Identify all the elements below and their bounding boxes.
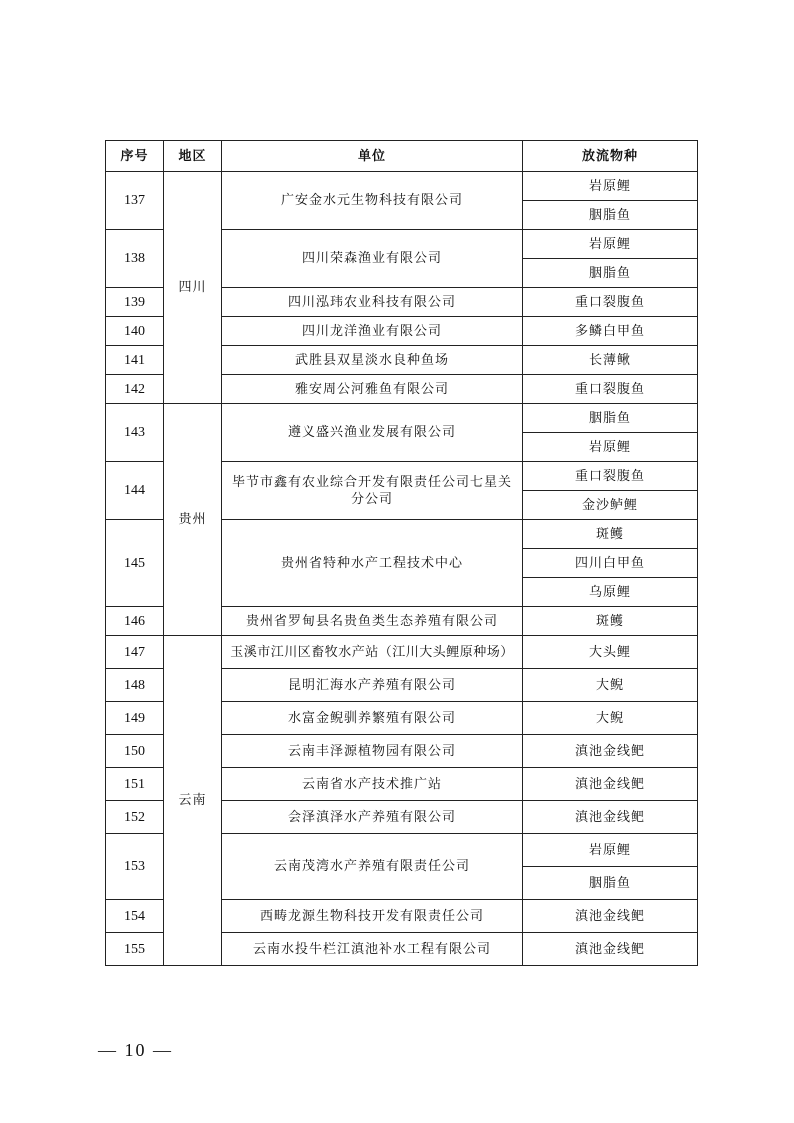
table-row	[106, 636, 698, 669]
unit-cell: 昆明汇海水产养殖有限公司	[222, 669, 523, 702]
col-header-region: 地区	[164, 141, 222, 172]
col-header-species: 放流物种	[523, 141, 698, 172]
unit-cell: 毕节市鑫有农业综合开发有限责任公司七星关分公司	[222, 462, 523, 520]
row-number: 154	[106, 900, 164, 933]
region-cell: 贵州	[164, 404, 222, 636]
row-number: 138	[106, 230, 164, 288]
row-number: 153	[106, 834, 164, 900]
species-cell: 大鲵	[523, 702, 698, 735]
species-cell: 多鳞白甲鱼	[523, 317, 698, 346]
species-cell: 斑鳠	[523, 607, 698, 636]
species-cell: 胭脂鱼	[523, 867, 698, 900]
row-number: 143	[106, 404, 164, 462]
unit-cell: 西畴龙源生物科技开发有限责任公司	[222, 900, 523, 933]
row-number: 147	[106, 636, 164, 669]
unit-cell: 雅安周公河雅鱼有限公司	[222, 375, 523, 404]
species-cell: 大头鲤	[523, 636, 698, 669]
species-cell: 大鲵	[523, 669, 698, 702]
species-cell: 胭脂鱼	[523, 259, 698, 288]
table-row	[106, 172, 698, 201]
unit-cell: 云南茂湾水产养殖有限责任公司	[222, 834, 523, 900]
col-header-no: 序号	[106, 141, 164, 172]
species-cell: 金沙鲈鲤	[523, 491, 698, 520]
unit-cell: 云南丰泽源植物园有限公司	[222, 735, 523, 768]
row-number: 155	[106, 933, 164, 966]
row-number: 150	[106, 735, 164, 768]
unit-cell: 贵州省罗甸县名贵鱼类生态养殖有限公司	[222, 607, 523, 636]
unit-cell: 四川龙洋渔业有限公司	[222, 317, 523, 346]
unit-cell: 武胜县双星淡水良种鱼场	[222, 346, 523, 375]
species-cell: 岩原鲤	[523, 172, 698, 201]
unit-cell: 云南省水产技术推广站	[222, 768, 523, 801]
row-number: 152	[106, 801, 164, 834]
species-cell: 滇池金线鲃	[523, 801, 698, 834]
unit-cell: 广安金水元生物科技有限公司	[222, 172, 523, 230]
species-cell: 滇池金线鲃	[523, 900, 698, 933]
unit-cell: 四川荣森渔业有限公司	[222, 230, 523, 288]
row-number: 137	[106, 172, 164, 230]
species-cell: 岩原鲤	[523, 230, 698, 259]
species-cell: 胭脂鱼	[523, 201, 698, 230]
unit-cell: 玉溪市江川区畜牧水产站（江川大头鲤原种场）	[222, 636, 523, 669]
species-cell: 滇池金线鲃	[523, 735, 698, 768]
unit-cell: 水富金鲵驯养繁殖有限公司	[222, 702, 523, 735]
species-cell: 滇池金线鲃	[523, 933, 698, 966]
page-number: — 10 —	[98, 1040, 173, 1060]
species-cell: 岩原鲤	[523, 433, 698, 462]
unit-cell: 云南水投牛栏江滇池补水工程有限公司	[222, 933, 523, 966]
release-table	[105, 140, 698, 966]
header-row	[106, 141, 698, 172]
row-number: 141	[106, 346, 164, 375]
unit-cell: 遵义盛兴渔业发展有限公司	[222, 404, 523, 462]
row-number: 144	[106, 462, 164, 520]
unit-cell: 四川泓玮农业科技有限公司	[222, 288, 523, 317]
row-number: 140	[106, 317, 164, 346]
row-number: 151	[106, 768, 164, 801]
region-cell: 云南	[164, 636, 222, 966]
table-row	[106, 404, 698, 433]
row-number: 145	[106, 520, 164, 607]
region-cell: 四川	[164, 172, 222, 404]
col-header-unit: 单位	[222, 141, 523, 172]
species-cell: 重口裂腹鱼	[523, 375, 698, 404]
row-number: 149	[106, 702, 164, 735]
species-cell: 重口裂腹鱼	[523, 462, 698, 491]
species-cell: 滇池金线鲃	[523, 768, 698, 801]
row-number: 139	[106, 288, 164, 317]
unit-cell: 会泽滇泽水产养殖有限公司	[222, 801, 523, 834]
species-cell: 长薄鳅	[523, 346, 698, 375]
species-cell: 岩原鲤	[523, 834, 698, 867]
unit-cell: 贵州省特种水产工程技术中心	[222, 520, 523, 607]
species-cell: 胭脂鱼	[523, 404, 698, 433]
species-cell: 乌原鲤	[523, 578, 698, 607]
row-number: 142	[106, 375, 164, 404]
species-cell: 重口裂腹鱼	[523, 288, 698, 317]
row-number: 148	[106, 669, 164, 702]
species-cell: 斑鳠	[523, 520, 698, 549]
row-number: 146	[106, 607, 164, 636]
species-cell: 四川白甲鱼	[523, 549, 698, 578]
